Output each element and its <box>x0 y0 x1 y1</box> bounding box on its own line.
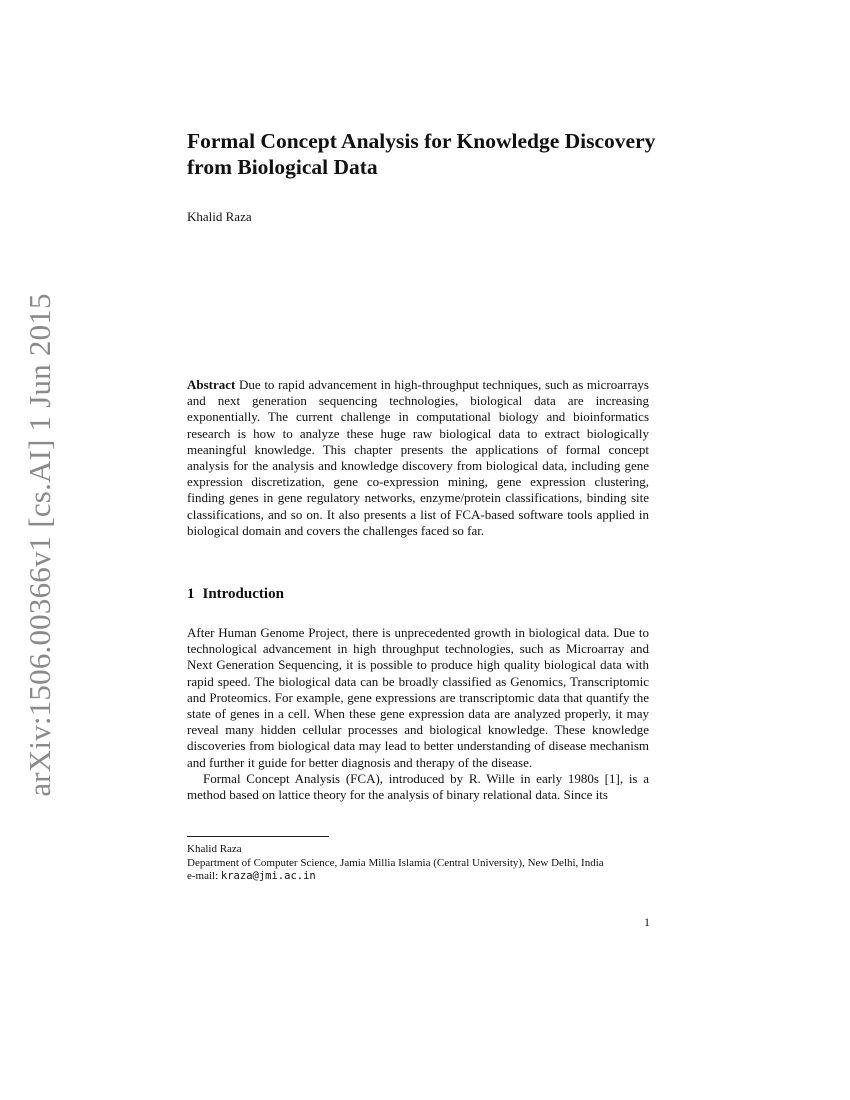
body-paragraph: After Human Genome Project, there is unprecedented growth in biological data. Due to technological advancement in high throughput technologies, such as Microarray and Next Generation Sequencing, it is possible to produce high quality biological data with rapid speed. The biological data can be broadly classified as Genomics, Transcriptomic and Proteomics. For example, gene expressions are transcriptomic data that quantify the state of genes in a cell. When these gene expression data are analyzed properly, it may reveal many hidden cellular processes and biological knowledge. These knowledge discoveries from biological data may lead to better understanding of disease mechanism and further it guide for better diagnosis and therapy of the disease. <box>187 625 649 770</box>
introduction-body <box>187 625 649 803</box>
abstract-label: Abstract <box>187 377 236 392</box>
abstract-text: Due to rapid advancement in high-throughput techniques, such as microarrays and next generation sequencing technologies, biological data are increasing exponentially. The current challenge in computational biology and bioinformatics research is how to analyze these huge raw biological data to extract biologically meaningful knowledge. This chapter presents the applications of formal concept analysis for the analysis and knowledge discovery from biological data, including gene expression discretization, gene co-expression mining, gene expression clustering, finding genes in gene regulatory networks, enzyme/protein classifications, binding site classifications, and so on. It also presents a list of FCA-based software tools applied in biological domain and covers the challenges faced so far. <box>187 377 649 538</box>
page-number: 1 <box>644 915 650 929</box>
section-number: 1 <box>187 586 195 602</box>
arxiv-identifier[interactable]: arXiv:1506.00366v1 [cs.AI] 1 Jun 2015 <box>22 293 57 797</box>
footnote-email[interactable]: kraza@jmi.ac.in <box>220 870 316 882</box>
footnote-divider <box>187 836 329 837</box>
body-paragraph: Formal Concept Analysis (FCA), introduced by R. Wille in early 1980s [1], is a method based on lattice theory for the analysis of binary relational data. Since its <box>187 770 649 803</box>
footnote-affiliation: Department of Computer Science, Jamia Millia Islamia (Central University), New Delhi, India <box>187 856 604 869</box>
section-title: Introduction <box>202 586 284 602</box>
arxiv-identifier-sidebar <box>3 0 73 1100</box>
paper-title: Formal Concept Analysis for Knowledge Discovery from Biological Data <box>187 129 656 179</box>
author-footnote <box>187 843 657 884</box>
abstract <box>187 377 649 539</box>
footnote-email-line <box>187 870 657 884</box>
section-heading-introduction <box>187 586 284 603</box>
footnote-email-label: e-mail: <box>187 870 219 882</box>
footnote-author-name: Khalid Raza <box>187 843 242 855</box>
paper-author: Khalid Raza <box>187 209 252 224</box>
